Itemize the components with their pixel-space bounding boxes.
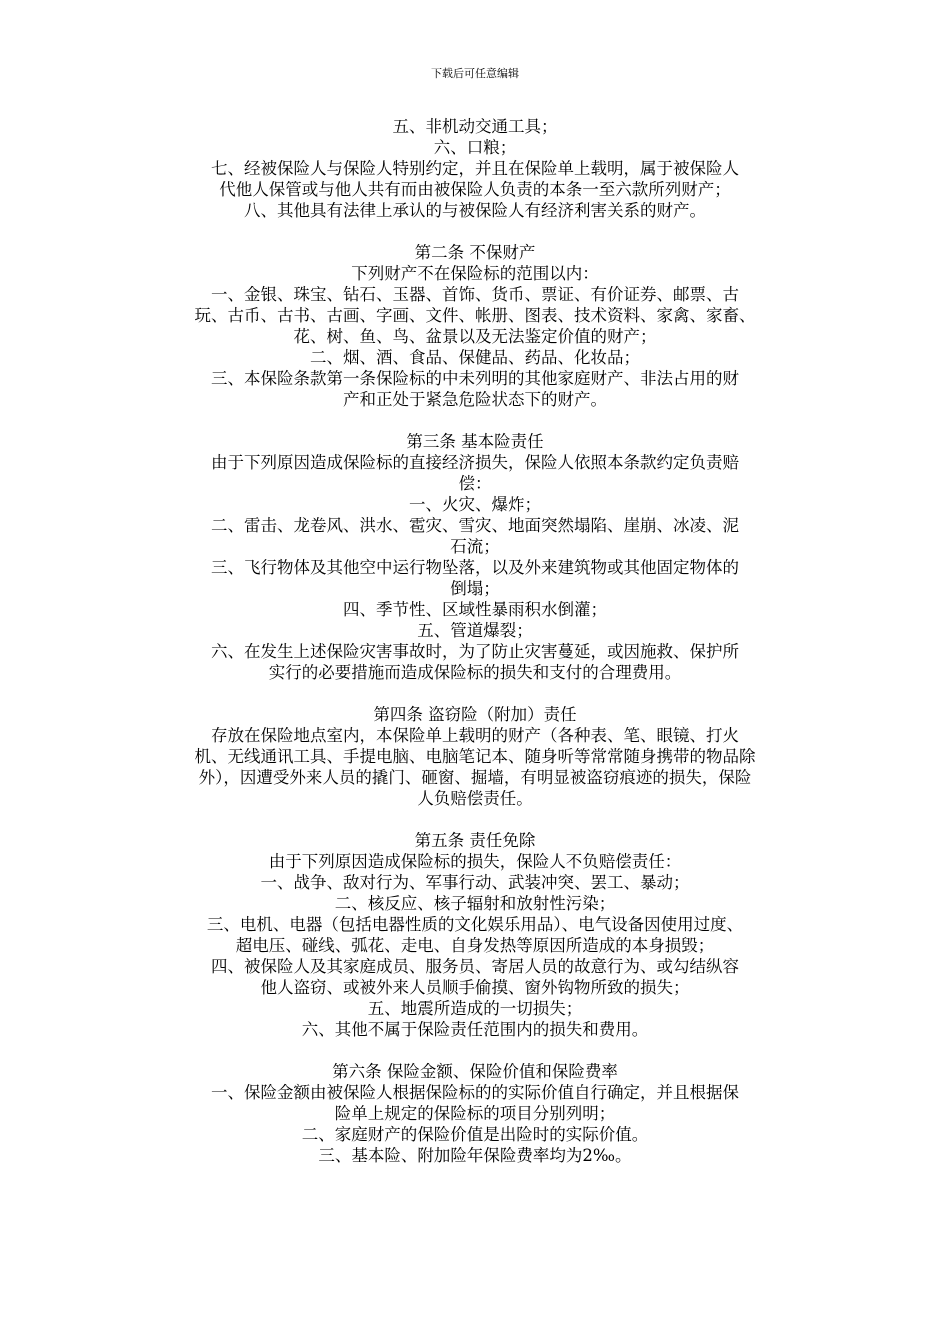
article-heading: 第二条 不保财产 xyxy=(414,243,536,262)
text-line: 超电压、碰线、弧花、走电、自身发热等原因所造成的本身损毁； xyxy=(235,936,715,955)
article-heading: 第三条 基本险责任 xyxy=(406,432,544,451)
paragraph-gap xyxy=(142,683,808,704)
text-line: 一、保险金额由被保险人根据保险标的的实际价值自行确定，并且根据保 xyxy=(211,1083,739,1102)
text-line: 代他人保管或与他人共有而由被保险人负责的本条一至六款所列财产； xyxy=(219,180,731,199)
text-line: 六、口粮； xyxy=(433,138,517,157)
paragraph-gap xyxy=(142,221,808,242)
text-line: 五、地震所造成的一切损失； xyxy=(367,999,583,1018)
text-line: 一、战争、敌对行为、军事行动、武装冲突、罢工、暴动； xyxy=(260,873,690,892)
text-line: 下列财产不在保险标的范围以内： xyxy=(351,264,599,283)
text-line: 三、电机、电器（包括电器性质的文化娱乐用品）、电气设备因使用过度、 xyxy=(206,915,744,934)
text-line: 外），因遭受外来人员的撬门、砸窗、掘墙，有明显被盗窃痕迹的损失，保险 xyxy=(198,768,752,787)
article-heading: 第六条 保险金额、保险价值和保险费率 xyxy=(332,1062,618,1081)
text-line: 四、季节性、区域性暴雨积水倒灌； xyxy=(343,600,607,619)
page-header: 下载后可任意编辑 xyxy=(431,67,519,80)
text-line: 他人盗窃、或被外来人员顺手偷摸、窗外钩物所致的损失； xyxy=(260,978,690,997)
text-line: 五、非机动交通工具； xyxy=(392,117,558,136)
text-line: 人负赔偿责任。 xyxy=(417,789,533,808)
text-line: 由于下列原因造成保险标的损失，保险人不负赔偿责任： xyxy=(268,852,682,871)
text-line: 由于下列原因造成保险标的直接经济损失，保险人依照本条款约定负责赔 xyxy=(211,453,739,472)
text-line: 一、火灾、爆炸； xyxy=(409,495,541,514)
text-line: 产和正处于紧急危险状态下的财产。 xyxy=(343,390,607,409)
text-line: 四、被保险人及其家庭成员、服务员、寄居人员的故意行为、或勾结纵容 xyxy=(211,957,739,976)
text-line: 存放在保险地点室内，本保险单上载明的财产（各种表、笔、眼镜、打火 xyxy=(211,726,739,745)
text-line: 偿： xyxy=(458,474,492,493)
text-line: 二、家庭财产的保险价值是出险时的实际价值。 xyxy=(301,1125,649,1144)
paragraph-gap xyxy=(142,809,808,830)
article-heading: 第四条 盗窃险（附加）责任 xyxy=(373,705,577,724)
text-line: 一、金银、珠宝、钻石、玉器、首饰、货币、票证、有价证券、邮票、古 xyxy=(211,285,739,304)
text-line: 石流； xyxy=(450,537,500,556)
text-line: 七、经被保险人与保险人特别约定，并且在保险单上载明，属于被保险人 xyxy=(211,159,739,178)
text-line: 险单上规定的保险标的项目分别列明； xyxy=(334,1104,616,1123)
text-line: 二、烟、酒、食品、保健品、药品、化妆品； xyxy=(310,348,640,367)
document-body xyxy=(142,116,808,1166)
text-line: 三、基本险、附加险年保险费率均为2‰。 xyxy=(318,1146,632,1165)
text-line: 五、管道爆裂； xyxy=(417,621,533,640)
text-line: 八、其他具有法律上承认的与被保险人有经济利害关系的财产。 xyxy=(244,201,706,220)
text-line: 二、雷击、龙卷风、洪水、雹灾、雪灾、地面突然塌陷、崖崩、冰凌、泥 xyxy=(211,516,739,535)
text-line: 六、在发生上述保险灾害事故时，为了防止灾害蔓延，或因施救、保护所 xyxy=(211,642,739,661)
text-line: 二、核反应、核子辐射和放射性污染； xyxy=(334,894,616,913)
article-heading: 第五条 责任免除 xyxy=(414,831,536,850)
text-line: 机、无线通讯工具、手提电脑、电脑笔记本、随身听等常常随身携带的物品除 xyxy=(194,747,756,766)
text-line: 玩、古币、古书、古画、字画、文件、帐册、图表、技术资料、家禽、家畜、 xyxy=(194,306,756,325)
text-line: 六、其他不属于保险责任范围内的损失和费用。 xyxy=(301,1020,649,1039)
text-line: 倒塌； xyxy=(450,579,500,598)
text-line: 三、飞行物体及其他空中运行物坠落，以及外来建筑物或其他固定物体的 xyxy=(211,558,739,577)
text-line: 实行的必要措施而造成保险标的损失和支付的合理费用。 xyxy=(268,663,682,682)
paragraph-gap xyxy=(142,410,808,431)
text-line: 花、树、鱼、鸟、盆景以及无法鉴定价值的财产； xyxy=(293,327,657,346)
paragraph-gap xyxy=(142,1040,808,1061)
text-line: 三、本保险条款第一条保险标的中未列明的其他家庭财产、非法占用的财 xyxy=(211,369,739,388)
